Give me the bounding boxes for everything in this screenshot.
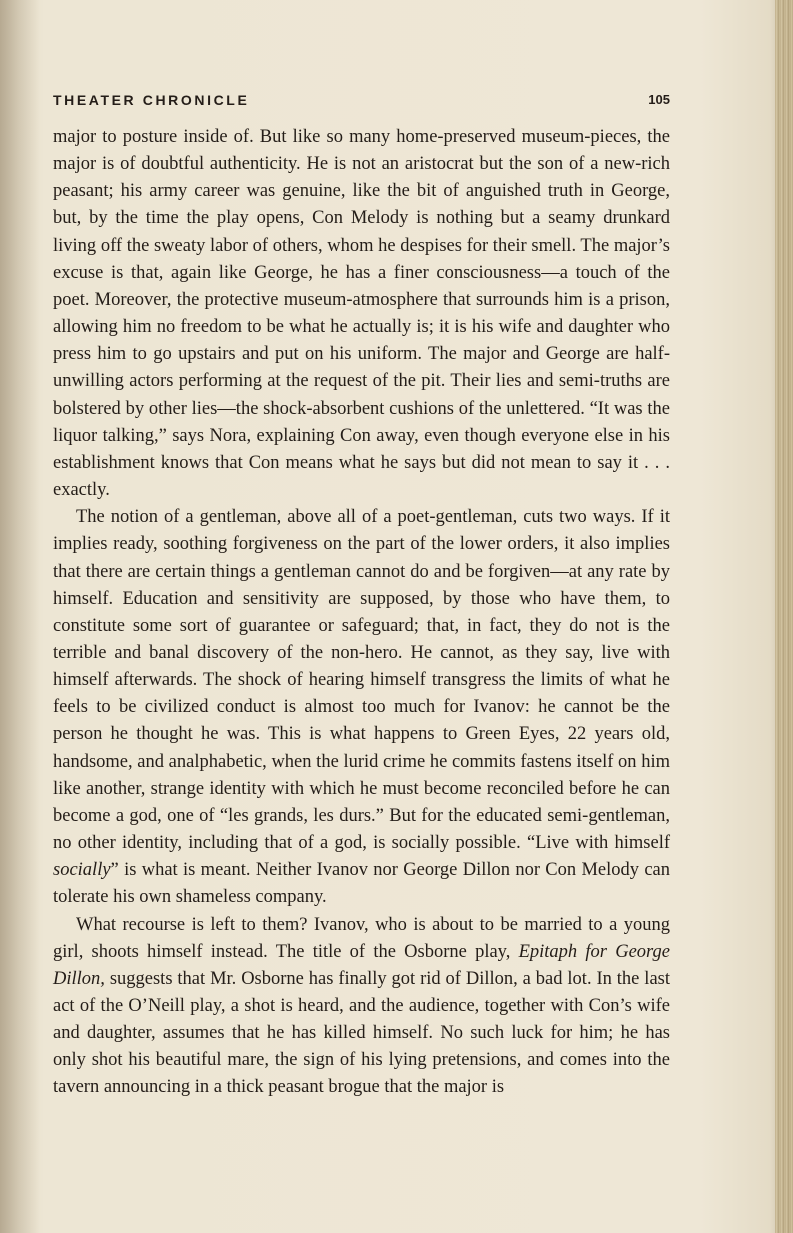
text-segment: ” is what is meant. Neither Ivanov nor George Dillon nor Con Melody can tolerate his own shameless company.: [53, 860, 670, 908]
running-head: THEATER CHRONICLE: [53, 92, 250, 108]
spine-shadow: [0, 0, 40, 1233]
page-header: [53, 92, 670, 112]
text-segment: What recourse is left to them? Ivanov, who is about to be married to a young girl, shoots himself instead. The title of the Osborne play,: [53, 914, 670, 962]
paragraph: [53, 124, 670, 504]
italic-segment: socially: [53, 860, 111, 881]
page-number: 105: [648, 92, 670, 107]
italic-segment: Epitaph for George Dillon,: [53, 941, 670, 989]
paragraph: [53, 912, 670, 1102]
text-segment: major to posture inside of. But like so many home-preserved museum-pieces, the major is of doubtful authenticity. He is not an aristocrat but the son of a new-rich peasant; his army career was genuine, like the bit of anguished truth in George, but, by the time the play opens, Con Melody is nothing but a seamy drunkard living off the sweaty labor of others, whom he despises for their smell. The major’s excuse is that, again like George, he has a finer consciousness—a touch of the poet. Moreover, the protective museum-atmosphere that surrounds him is a prison, allowing him no freedom to be what he actually is; it is his wife and daughter who press him to go upstairs and put on his uniform. The major and George are half-unwilling actors performing at the request of the pit. Their lies and semi-truths are bolstered by other lies—the shock-absorbent cushions of the unlettered. “It was the liquor talking,” says Nora, explaining Con away, even though everyone else in his establishment knows that Con means what he says but did not mean to say it . . . exactly.: [53, 127, 670, 501]
text-segment: The notion of a gentleman, above all of a poet-gentleman, cuts two ways. If it implies ready, soothing forgiveness on the part of the lower orders, it also implies that there are certain things a gentleman cannot do and be forgiven—at any rate by himself. Education and sensitivity are supposed, by those who have them, to constitute some sort of guarantee or safeguard; that, in fact, they do not is the terrible and banal discovery of the non-hero. He cannot, as they say, live with himself afterwards. The shock of hearing himself transgress the limits of what he feels to be civilized conduct is almost too much for Ivanov: he cannot be the person he thought he was. This is what happens to Green Eyes, 22 years old, handsome, and analphabetic, when the lurid crime he commits fastens itself on him like another, strange identity with which he must become reconciled before he can become a god, one of “les grands, les durs.” But for the educated semi-gentleman, no other identity, including that of a god, is socially possible. “Live with himself: [53, 507, 670, 854]
page-edge: [775, 0, 793, 1233]
body-text: [53, 124, 670, 1102]
paragraph: [53, 504, 670, 911]
text-segment: suggests that Mr. Osborne has finally got rid of Dillon, a bad lot. In the last act of the O’Neill play, a shot is heard, and the audience, together with Con’s wife and daughter, assumes that he has killed himself. No such luck for him; he has only shot his beautiful mare, the sign of his lying pretensions, and comes into the tavern announcing in a thick peasant brogue that the major is: [53, 968, 670, 1098]
